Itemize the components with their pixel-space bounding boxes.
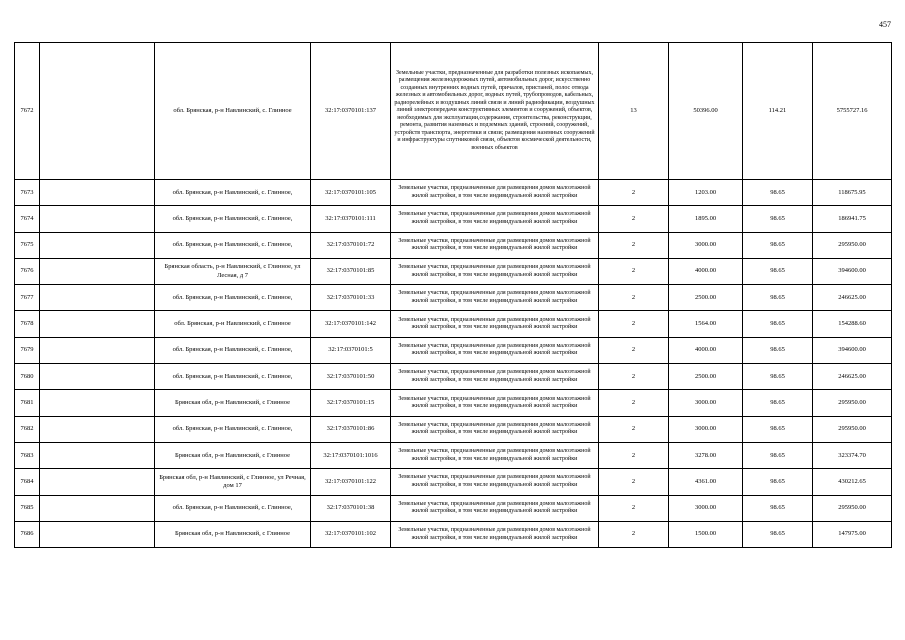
- address-cell: обл. Брянская, р-н Навлинский, с. Глинное,: [155, 206, 311, 232]
- category-code-cell: 2: [599, 521, 669, 547]
- rate-cell: 98.65: [743, 311, 813, 337]
- land-use-cell: Земельные участки, предназначенные для размещения домов малоэтажной жилой застройки, в том числе индивидуальной жилой застройки: [391, 285, 599, 311]
- cadastral-number-cell: 32:17:0370101:5: [311, 337, 391, 363]
- rate-cell: 98.65: [743, 390, 813, 416]
- land-use-cell: Земельные участки, предназначенные для размещения домов малоэтажной жилой застройки, в том числе индивидуальной жилой застройки: [391, 206, 599, 232]
- address-cell: обл. Брянская, р-н Навлинский, с. Глинное,: [155, 180, 311, 206]
- category-code-cell: 2: [599, 495, 669, 521]
- row-number: 7680: [15, 364, 40, 390]
- rate-cell: 98.65: [743, 285, 813, 311]
- row-number: 7684: [15, 469, 40, 495]
- table-row: [15, 180, 892, 206]
- area-cell: 3000.00: [669, 232, 743, 258]
- table-row: [15, 285, 892, 311]
- cadastral-value-cell: 246625.00: [813, 285, 892, 311]
- cadastral-value-cell: 118675.95: [813, 180, 892, 206]
- address-cell: обл. Брянская, р-н Навлинский, с. Глинное,: [155, 416, 311, 442]
- row-number: 7677: [15, 285, 40, 311]
- row-number: 7681: [15, 390, 40, 416]
- cadastral-number-cell: 32:17:0370101:33: [311, 285, 391, 311]
- cadastral-number-cell: 32:17:0370101:105: [311, 180, 391, 206]
- row-number: 7674: [15, 206, 40, 232]
- cadastral-value-cell: 323374.70: [813, 442, 892, 468]
- area-cell: 3000.00: [669, 416, 743, 442]
- land-use-cell: Земельные участки, предназначенные для размещения домов малоэтажной жилой застройки, в том числе индивидуальной жилой застройки: [391, 232, 599, 258]
- table-row: [15, 232, 892, 258]
- spacer-cell: [40, 285, 155, 311]
- category-code-cell: 2: [599, 232, 669, 258]
- row-number: 7675: [15, 232, 40, 258]
- cadastral-number-cell: 32:17:0370101:142: [311, 311, 391, 337]
- land-use-cell: Земельные участки, предназначенные для размещения домов малоэтажной жилой застройки, в том числе индивидуальной жилой застройки: [391, 495, 599, 521]
- address-cell: Брянская обл, р-н Навлинский, с Глинное: [155, 442, 311, 468]
- land-use-cell: Земельные участки, предназначенные для размещения домов малоэтажной жилой застройки, в том числе индивидуальной жилой застройки: [391, 442, 599, 468]
- area-cell: 1564.00: [669, 311, 743, 337]
- rate-cell: 98.65: [743, 364, 813, 390]
- cadastral-value-cell: 295950.00: [813, 390, 892, 416]
- spacer-cell: [40, 180, 155, 206]
- cadastral-number-cell: 32:17:0370101:1016: [311, 442, 391, 468]
- rate-cell: 98.65: [743, 180, 813, 206]
- address-cell: Брянская обл, р-н Навлинский, с Глинное, ул Речная, дом 17: [155, 469, 311, 495]
- cadastral-number-cell: 32:17:0370101:122: [311, 469, 391, 495]
- category-code-cell: 2: [599, 258, 669, 284]
- category-code-cell: 2: [599, 311, 669, 337]
- cadastral-number-cell: 32:17:0370101:38: [311, 495, 391, 521]
- category-code-cell: 2: [599, 416, 669, 442]
- address-cell: обл. Брянская, р-н Навлинский, с. Глинное,: [155, 285, 311, 311]
- spacer-cell: [40, 442, 155, 468]
- table-row: [15, 495, 892, 521]
- land-use-cell: Земельные участки, предназначенные для размещения домов малоэтажной жилой застройки, в том числе индивидуальной жилой застройки: [391, 364, 599, 390]
- address-cell: обл. Брянская, р-н Навлинский, с. Глинное,: [155, 495, 311, 521]
- cadastral-number-cell: 32:17:0370101:137: [311, 43, 391, 180]
- land-use-cell: Земельные участки, предназначенные для размещения домов малоэтажной жилой застройки, в том числе индивидуальной жилой застройки: [391, 416, 599, 442]
- address-cell: Брянская обл, р-н Навлинский, с Глинное: [155, 521, 311, 547]
- address-cell: обл. Брянская, р-н Навлинский, с. Глинное,: [155, 364, 311, 390]
- address-cell: обл. Брянская, р-н Навлинский, с. Глинное,: [155, 232, 311, 258]
- table-row: [15, 337, 892, 363]
- rate-cell: 98.65: [743, 337, 813, 363]
- spacer-cell: [40, 521, 155, 547]
- row-number: 7686: [15, 521, 40, 547]
- table-row: [15, 416, 892, 442]
- table-row: [15, 258, 892, 284]
- category-code-cell: 2: [599, 285, 669, 311]
- table-row: [15, 469, 892, 495]
- land-use-cell: Земельные участки, предназначенные для размещения домов малоэтажной жилой застройки, в том числе индивидуальной жилой застройки: [391, 390, 599, 416]
- address-cell: Брянская обл, р-н Навлинский, с Глинное: [155, 390, 311, 416]
- rate-cell: 98.65: [743, 495, 813, 521]
- area-cell: 1500.00: [669, 521, 743, 547]
- table-row: [15, 442, 892, 468]
- row-number: 7676: [15, 258, 40, 284]
- spacer-cell: [40, 258, 155, 284]
- area-cell: 4000.00: [669, 258, 743, 284]
- area-cell: 3278.00: [669, 442, 743, 468]
- spacer-cell: [40, 43, 155, 180]
- land-use-cell: Земельные участки, предназначенные для размещения домов малоэтажной жилой застройки, в том числе индивидуальной жилой застройки: [391, 311, 599, 337]
- category-code-cell: 2: [599, 390, 669, 416]
- spacer-cell: [40, 337, 155, 363]
- land-use-cell: Земельные участки, предназначенные для размещения домов малоэтажной жилой застройки, в том числе индивидуальной жилой застройки: [391, 180, 599, 206]
- table-row: [15, 43, 892, 180]
- cadastral-number-cell: 32:17:0370101:72: [311, 232, 391, 258]
- rate-cell: 98.65: [743, 258, 813, 284]
- cadastral-value-cell: 394600.00: [813, 258, 892, 284]
- spacer-cell: [40, 416, 155, 442]
- area-cell: 4361.00: [669, 469, 743, 495]
- area-cell: 1203.00: [669, 180, 743, 206]
- address-cell: Брянская область, р-н Навлинский, с Глинное, ул Лесная, д 7: [155, 258, 311, 284]
- area-cell: 4000.00: [669, 337, 743, 363]
- table-row: [15, 390, 892, 416]
- category-code-cell: 2: [599, 469, 669, 495]
- area-cell: 2500.00: [669, 285, 743, 311]
- spacer-cell: [40, 206, 155, 232]
- rate-cell: 98.65: [743, 521, 813, 547]
- land-use-cell: Земельные участки, предназначенные для размещения домов малоэтажной жилой застройки, в том числе индивидуальной жилой застройки: [391, 337, 599, 363]
- cadastral-value-cell: 430212.65: [813, 469, 892, 495]
- spacer-cell: [40, 232, 155, 258]
- row-number: 7683: [15, 442, 40, 468]
- land-use-cell: Земельные участки, предназначенные для разработки полезных ископаемых, размещения железнодорожных путей, автомобильных дорог, искусственно созданных внутренних водных путей, причалов, пристаней, полос отвода железных и автомобильных дорог, водных путей, трубопроводов, кабельных, радиорелейных и воздушных линий связи и линий радиофикации, воздушных линий электропередачи конструктивных элементов и сооружений, объектов, необходимых для эксплуатации,содержания, строительства, реконструкции, ремонта, развития наземных и подземных зданий, строений, сооружений, устройств транспорта, энергетики и связи; размещения наземных сооружений и инфраструктуры спутниковой связи, объектов космической деятельности, военных объектов: [391, 43, 599, 180]
- category-code-cell: 2: [599, 180, 669, 206]
- row-number: 7682: [15, 416, 40, 442]
- category-code-cell: 2: [599, 442, 669, 468]
- row-number: 7678: [15, 311, 40, 337]
- cadastral-value-cell: 295950.00: [813, 495, 892, 521]
- rate-cell: 98.65: [743, 416, 813, 442]
- category-code-cell: 2: [599, 206, 669, 232]
- land-use-cell: Земельные участки, предназначенные для размещения домов малоэтажной жилой застройки, в том числе индивидуальной жилой застройки: [391, 469, 599, 495]
- spacer-cell: [40, 311, 155, 337]
- cadastral-value-cell: 295950.00: [813, 416, 892, 442]
- rate-cell: 98.65: [743, 442, 813, 468]
- spacer-cell: [40, 495, 155, 521]
- row-number: 7673: [15, 180, 40, 206]
- table-row: [15, 311, 892, 337]
- category-code-cell: 2: [599, 337, 669, 363]
- area-cell: 3000.00: [669, 495, 743, 521]
- cadastral-value-cell: 186941.75: [813, 206, 892, 232]
- spacer-cell: [40, 469, 155, 495]
- cadastral-number-cell: 32:17:0370101:50: [311, 364, 391, 390]
- address-cell: обл. Брянская, р-н Навлинский, с. Глинное,: [155, 337, 311, 363]
- area-cell: 2500.00: [669, 364, 743, 390]
- cadastral-value-cell: 5755727.16: [813, 43, 892, 180]
- cadastral-number-cell: 32:17:0370101:86: [311, 416, 391, 442]
- cadastral-number-cell: 32:17:0370101:15: [311, 390, 391, 416]
- table-row: [15, 364, 892, 390]
- row-number: 7679: [15, 337, 40, 363]
- row-number: 7672: [15, 43, 40, 180]
- area-cell: 50396.00: [669, 43, 743, 180]
- area-cell: 1895.00: [669, 206, 743, 232]
- row-number: 7685: [15, 495, 40, 521]
- cadastral-value-cell: 147975.00: [813, 521, 892, 547]
- land-use-cell: Земельные участки, предназначенные для размещения домов малоэтажной жилой застройки, в том числе индивидуальной жилой застройки: [391, 258, 599, 284]
- address-cell: обл. Брянская, р-н Навлинский, с. Глинное: [155, 43, 311, 180]
- spacer-cell: [40, 364, 155, 390]
- cadastral-value-cell: 394600.00: [813, 337, 892, 363]
- spacer-cell: [40, 390, 155, 416]
- table-body: [15, 43, 892, 548]
- area-cell: 3000.00: [669, 390, 743, 416]
- rate-cell: 98.65: [743, 469, 813, 495]
- land-use-cell: Земельные участки, предназначенные для размещения домов малоэтажной жилой застройки, в том числе индивидуальной жилой застройки: [391, 521, 599, 547]
- cadastral-number-cell: 32:17:0370101:111: [311, 206, 391, 232]
- rate-cell: 114.21: [743, 43, 813, 180]
- page-number: 457: [879, 20, 891, 29]
- land-registry-table: [14, 42, 892, 548]
- address-cell: обл. Брянская, р-н Навлинский, с Глинное: [155, 311, 311, 337]
- cadastral-value-cell: 295950.00: [813, 232, 892, 258]
- cadastral-value-cell: 246625.00: [813, 364, 892, 390]
- table-row: [15, 206, 892, 232]
- rate-cell: 98.65: [743, 232, 813, 258]
- cadastral-value-cell: 154288.60: [813, 311, 892, 337]
- rate-cell: 98.65: [743, 206, 813, 232]
- cadastral-number-cell: 32:17:0370101:102: [311, 521, 391, 547]
- category-code-cell: 2: [599, 364, 669, 390]
- table-row: [15, 521, 892, 547]
- cadastral-number-cell: 32:17:0370101:85: [311, 258, 391, 284]
- category-code-cell: 13: [599, 43, 669, 180]
